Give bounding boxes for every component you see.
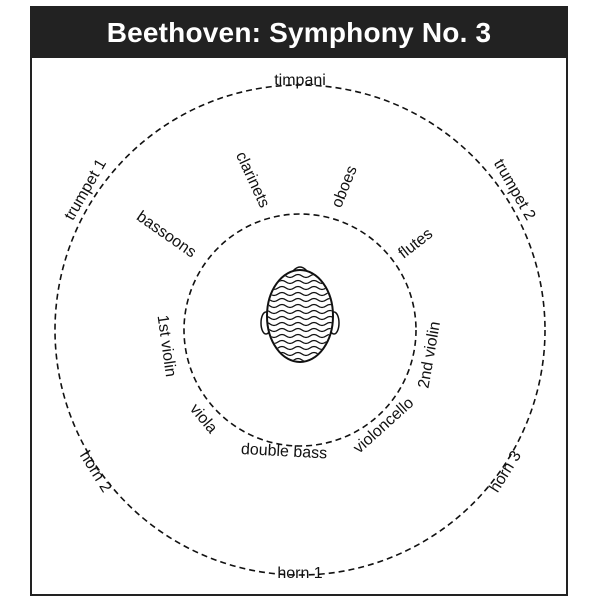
label-flutes: flutes (395, 225, 437, 263)
diagram-title: Beethoven: Symphony No. 3 (106, 17, 492, 48)
label-horn-1: horn 1 (277, 565, 323, 583)
label-trumpet-2: trumpet 2 (489, 156, 539, 224)
label-bassoons: bassoons (133, 208, 200, 262)
conductor-head-icon (261, 267, 342, 362)
label-double-bass: double bass (240, 440, 328, 463)
label-1st-violin: 1st violin (153, 313, 180, 378)
label-clarinets: clarinets (231, 149, 273, 211)
label-horn-3: horn 3 (486, 448, 526, 496)
label-horn-2: horn 2 (75, 448, 115, 496)
label-2nd-violin: 2nd violin (415, 320, 444, 390)
label-timpani: timpani (274, 72, 326, 90)
label-viola: viola (186, 400, 221, 437)
label-trumpet-1: trumpet 1 (61, 156, 111, 224)
label-oboes: oboes (328, 163, 361, 211)
label-violoncello: violoncello (350, 394, 418, 458)
